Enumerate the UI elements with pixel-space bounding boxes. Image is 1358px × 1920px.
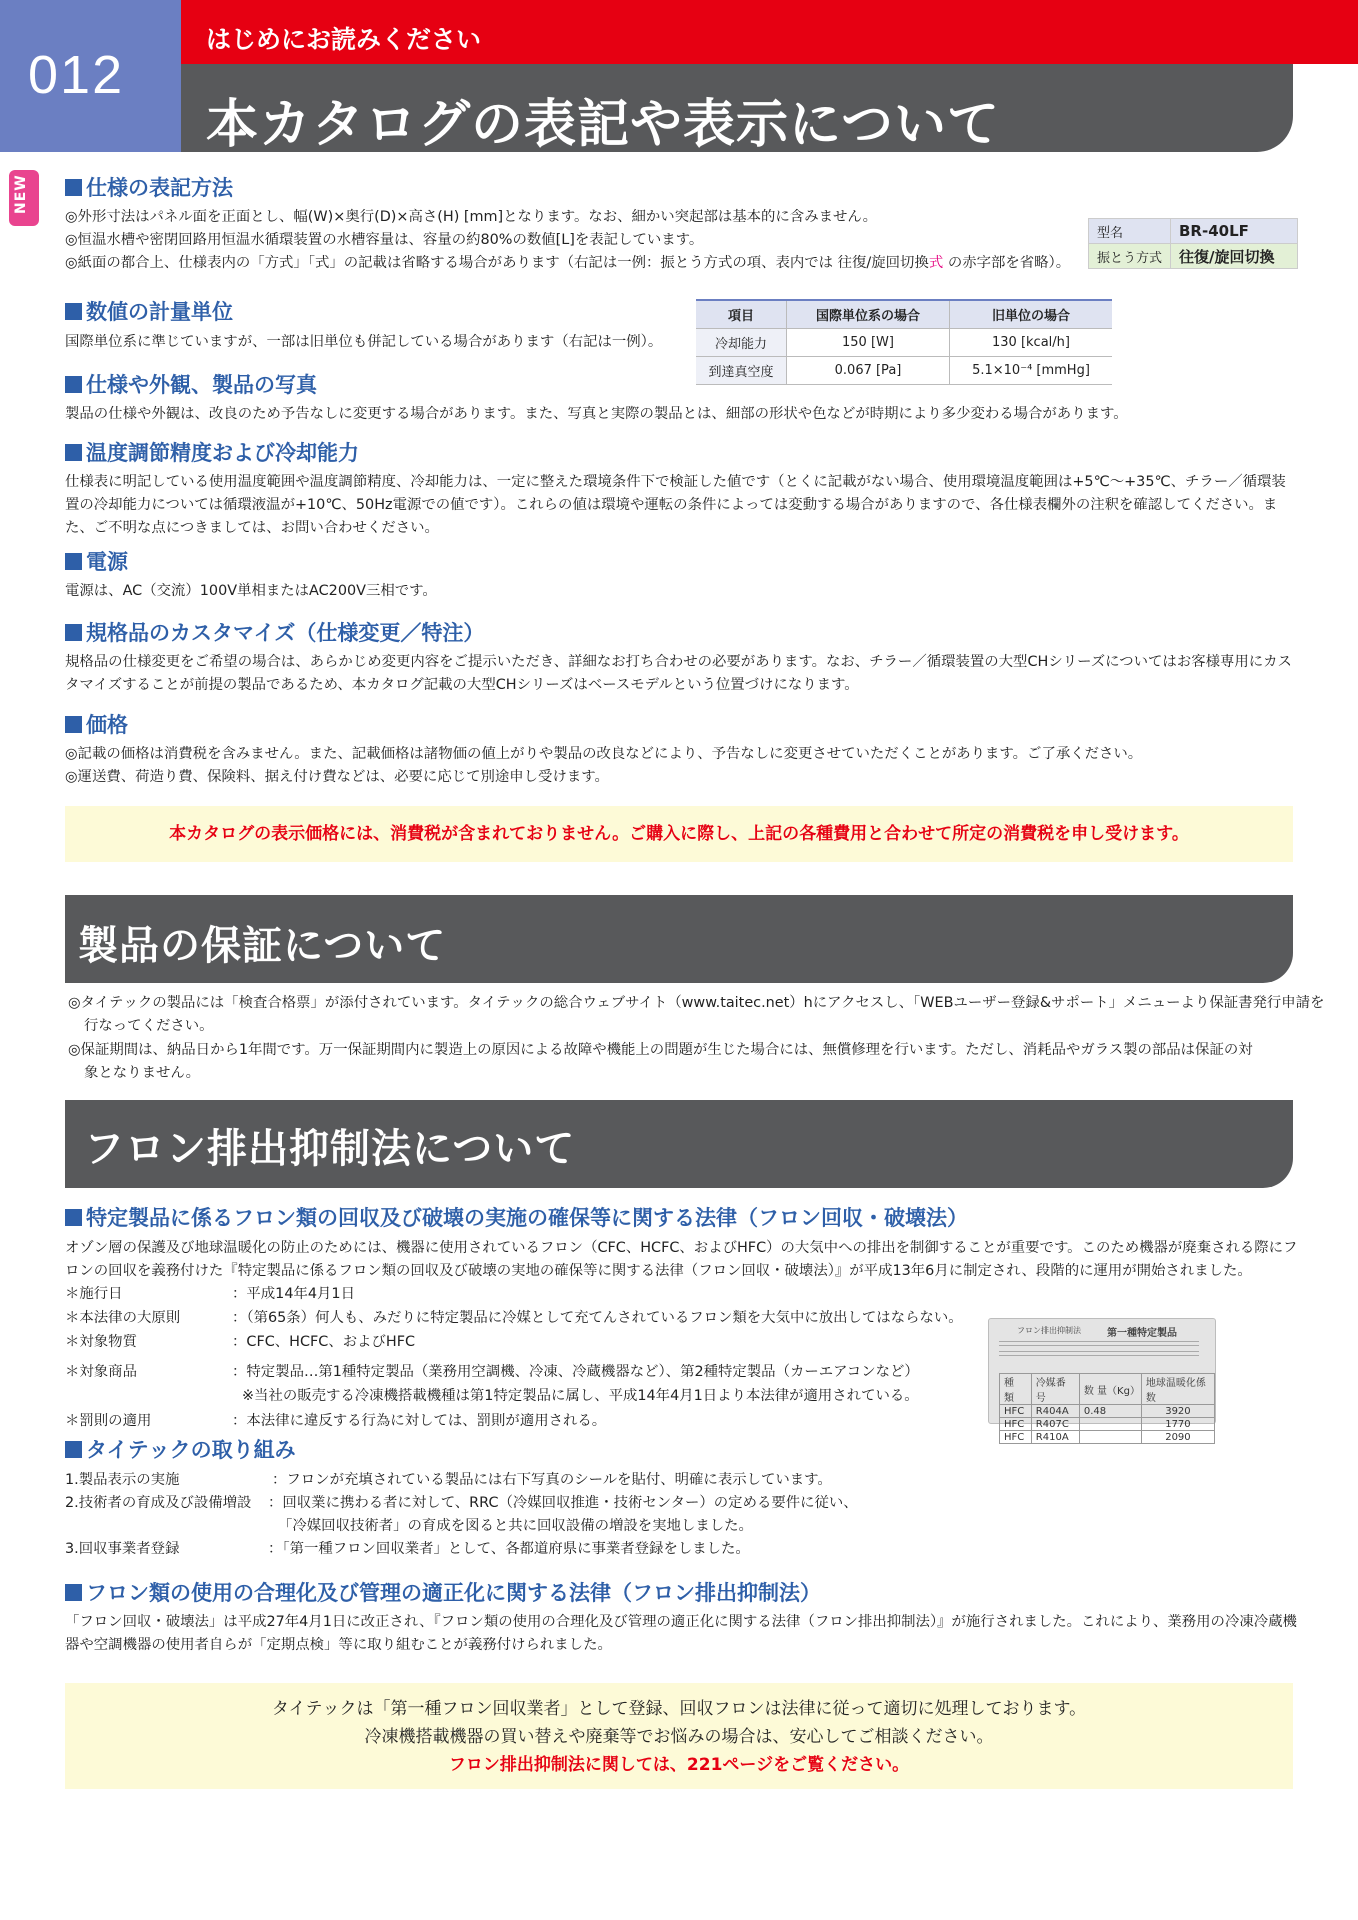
- section-heading: 数値の計量単位: [65, 296, 233, 326]
- table-row: [1000, 1418, 1215, 1431]
- table-cell: HFC: [1000, 1418, 1032, 1431]
- table-row: [1000, 1405, 1215, 1418]
- law-item-key: ＊対象商品: [65, 1364, 137, 1380]
- text-line: 行なってください。: [84, 1018, 214, 1034]
- step-value: ：「第一種フロン回収業者」として、各都道府県に事業者登録をしました。: [268, 1541, 750, 1557]
- text-line: [65, 252, 1070, 275]
- freon-notice: [65, 1683, 1293, 1789]
- table-header-row: [1000, 1374, 1215, 1405]
- column-header: 項目: [696, 300, 787, 329]
- law-item-note: ※当社の販売する冷凍機搭載機種は第1特定製品に属し、平成14年4月1日より本法律が適用されている。: [242, 1388, 919, 1404]
- table-value: 往復/旋回切換: [1171, 244, 1298, 269]
- step-key: 3.回収事業者登録: [65, 1541, 180, 1557]
- step-value: ：フロンが充填されている製品には右下写真のシールを貼付、明確に表示しています。: [272, 1472, 832, 1488]
- text-fragment: の赤字部を省略）。: [943, 255, 1071, 271]
- column-header: 旧単位の場合: [950, 300, 1113, 329]
- section-title: 製品の保証について: [78, 923, 447, 969]
- law-item-value: ：特定製品…第1種特定製品（業務用空調機、冷凍、冷蔵機器など）、第2種特定製品（カーエアコンなど）: [232, 1364, 919, 1380]
- law-item-key: ＊罰則の適用: [65, 1413, 152, 1429]
- paragraph: 「フロン回収・破壊法」は平成27年4月1日に改正され、『フロン類の使用の合理化及び管理の適正化に関する法律（フロン排出抑制法）』が施行されました。これにより、業務用の冷凍冷蔵機器や空調機器の使用者自らが「定期点検」等に取り組むことが義務付けられました。: [65, 1614, 1297, 1653]
- table-cell: 1770: [1141, 1418, 1214, 1431]
- table-cell: 2090: [1141, 1431, 1214, 1444]
- paragraph: オゾン層の保護及び地球温暖化の防止のためには、機器に使用されているフロン（CFC、HCFC、およびHFC）の大気中への排出を制御することが重要です。このため機器が廃棄される際にフロンの回収を義務付けた『特定製品に係るフロン類の回収及び破壊の実地の確保等に関する法律（フロン回収・破壊法）』が平成13年6月に制定され、段階的に運用が開始されました。: [65, 1240, 1298, 1279]
- spec-example-table: [1088, 218, 1298, 269]
- page-title: 本カタログの表記や表示について: [206, 95, 1000, 155]
- law-item-key: ＊本法律の大原則: [65, 1310, 181, 1326]
- text-line: ◎外形寸法はパネル面を正面とし、幅(W)×奥行(D)×高さ(H) [mm]となります。なお、細かい突起部は基本的に含みません。: [65, 209, 878, 225]
- new-badge-label: NEW: [13, 174, 29, 214]
- section-heading: 温度調節精度および冷却能力: [65, 437, 359, 467]
- text-line: 電源は、AC（交流）100V単相またはAC200V三相です。: [65, 583, 437, 599]
- label-caption: フロン排出抑制法: [1017, 1326, 1081, 1335]
- column-header: 地球温暖化係数: [1141, 1374, 1214, 1405]
- table-value: BR-40LF: [1171, 219, 1298, 244]
- notice-text: 本カタログの表示価格には、消費税が含まれておりません。ご購入に際し、上記の各種費用と合わせて所定の消費税を申し受けます。: [169, 824, 1189, 844]
- tax-notice: [65, 806, 1293, 862]
- law-item-key: ＊施行日: [65, 1286, 123, 1302]
- table-row: [696, 329, 1112, 357]
- law-item-key: ＊対象物質: [65, 1334, 137, 1350]
- highlight-text: 式: [928, 255, 944, 271]
- step-key: 1.製品表示の実施: [65, 1472, 180, 1488]
- law-item-value: ：平成14年4月1日: [232, 1286, 355, 1302]
- section-heading: フロン類の使用の合理化及び管理の適正化に関する法律（フロン排出抑制法）: [65, 1577, 821, 1607]
- law-item-value: ：本法律に違反する行為に対しては、罰則が適用される。: [232, 1413, 607, 1429]
- paragraph: 規格品の仕様変更をご希望の場合は、あらかじめ変更内容をご提示いただき、詳細なお打ち合わせの必要があります。なお、チラー／循環装置の大型CHシリーズについてはお客様専用にカスタマイズすることが前提の製品であるため、本カタログ記載の大型CHシリーズはベースモデルという位置づけになります。: [65, 654, 1292, 693]
- text-line: 国際単位系に準じていますが、一部は旧単位も併記している場合があります（右記は一例）。: [65, 334, 663, 350]
- notice-link-text: フロン排出抑制法に関しては、221ページをご覧ください。: [448, 1755, 910, 1775]
- table-cell: 0.067 [Pa]: [787, 357, 950, 385]
- notice-text: タイテックは「第一種フロン回収業者」として登録、回収フロンは法律に従って適切に処理しております。: [271, 1699, 1087, 1719]
- text-line: 製品の仕様や外観は、改良のため予告なしに変更する場合があります。また、写真と実際の製品とは、細部の形状や色などが時期により多少変わる場合があります。: [65, 406, 1128, 422]
- pre-title: はじめにお読みください: [206, 25, 482, 54]
- table-cell: HFC: [1000, 1431, 1032, 1444]
- section-heading: 規格品のカスタマイズ（仕様変更／特注）: [65, 617, 484, 647]
- law-item-value: ：CFC、HCFC、およびHFC: [232, 1334, 416, 1350]
- column-header: 国際単位系の場合: [787, 300, 950, 329]
- step-key: 2.技術者の育成及び設備増設: [65, 1495, 252, 1511]
- text-line: 象となりません。: [84, 1065, 200, 1081]
- section-heading: タイテックの取り組み: [65, 1434, 296, 1464]
- table-row: [1089, 244, 1298, 269]
- text-line: ◎恒温水槽や密閉回路用恒温水循環装置の水槽容量は、容量の約80%の数値[L]を表記しています。: [65, 232, 704, 248]
- section-heading: 価格: [65, 709, 128, 739]
- column-header: 冷媒番号: [1031, 1374, 1079, 1405]
- text-fragment: ◎紙面の都合上、仕様表内の「方式」「式」の記載は省略する場合があります（右記は一例：振とう方式の項、表内では 往復/旋回切換: [65, 255, 929, 271]
- step-value: ：回収業に携わる者に対して、RRC（冷媒回収推進・技術センター）の定める要件に従い、: [268, 1495, 858, 1511]
- table-cell: 0.48: [1079, 1405, 1141, 1418]
- table-cell: R410A: [1031, 1431, 1079, 1444]
- law-item-value: ：（第65条）何人も、みだりに特定製品に冷媒として充てんされているフロン類を大気中に放出してはならない。: [232, 1310, 963, 1326]
- page-number: 012: [28, 45, 125, 105]
- label-fine-print: [999, 1351, 1199, 1356]
- label-table: [999, 1373, 1215, 1444]
- section-heading: 仕様や外観、製品の写真: [65, 369, 317, 399]
- table-cell: R404A: [1031, 1405, 1079, 1418]
- section-heading: 仕様の表記方法: [65, 172, 233, 202]
- section-title: フロン排出抑制法について: [84, 1126, 576, 1172]
- column-header: 種 類: [1000, 1374, 1032, 1405]
- table-cell: [1079, 1431, 1141, 1444]
- table-cell: [1079, 1418, 1141, 1431]
- table-cell: 130 [kcal/h]: [950, 329, 1113, 357]
- table-cell: 150 [W]: [787, 329, 950, 357]
- unit-example-table: [696, 299, 1112, 385]
- notice-text: 冷凍機搭載機器の買い替えや廃棄等でお悩みの場合は、安心してご相談ください。: [364, 1727, 994, 1747]
- step-value: 「冷媒回収技術者」の育成を図ると共に回収設備の増設を実地しました。: [278, 1518, 753, 1534]
- text-line: ◎記載の価格は消費税を含みません。また、記載価格は諸物価の値上がりや製品の改良などにより、予告なしに変更させていただくことがあります。ご了承ください。: [65, 746, 1143, 762]
- label-fine-print: [999, 1341, 1199, 1346]
- table-cell: HFC: [1000, 1405, 1032, 1418]
- text-line: ◎保証期間は、納品日から1年間です。万一保証期間内に製造上の原因による故障や機能上の問題が生じた場合には、無償修理を行います。ただし、消耗品やガラス製の部品は保証の対: [68, 1042, 1253, 1058]
- section-heading: 特定製品に係るフロン類の回収及び破壊の実施の確保等に関する法律（フロン回収・破壊法）: [65, 1202, 968, 1232]
- table-cell: 5.1×10⁻⁴ [mmHg]: [950, 357, 1113, 385]
- table-key: 振とう方式: [1089, 244, 1171, 269]
- refrigerant-label-image: [988, 1318, 1216, 1443]
- paragraph: 仕様表に明記している使用温度範囲や温度調節精度、冷却能力は、一定に整えた環境条件下で検証した値です（とくに記載がない場合、使用環境温度範囲は+5℃〜+35℃、チラー／循環装置の冷却能力については循環液温が+10℃、50Hz電源での値です）。これらの値は環境や運転の条件によっては変動する場合がありますので、各仕様表欄外の注釈を確認してください。また、ご不明な点につきましては、お問い合わせください。: [65, 474, 1286, 536]
- table-header-row: [696, 300, 1112, 329]
- table-row: [696, 357, 1112, 385]
- table-row: [1089, 219, 1298, 244]
- table-row: [1000, 1431, 1215, 1444]
- column-header: 数 量（Kg）: [1079, 1374, 1141, 1405]
- table-cell: 到達真空度: [696, 357, 787, 385]
- text-line: ◎運送費、荷造り費、保険料、据え付け費などは、必要に応じて別途申し受けます。: [65, 769, 609, 785]
- section-heading: 電源: [65, 546, 128, 576]
- text-line: ◎タイテックの製品には「検査合格票」が添付されています。タイテックの総合ウェブサイト（www.taitec.net）hにアクセスし、「WEBユーザー登録&サポート」メニューより保証書発行申請を: [68, 995, 1325, 1011]
- table-key: 型名: [1089, 219, 1171, 244]
- label-caption: 第一種特定製品: [1107, 1328, 1177, 1339]
- table-cell: 3920: [1141, 1405, 1214, 1418]
- table-cell: 冷却能力: [696, 329, 787, 357]
- table-cell: R407C: [1031, 1418, 1079, 1431]
